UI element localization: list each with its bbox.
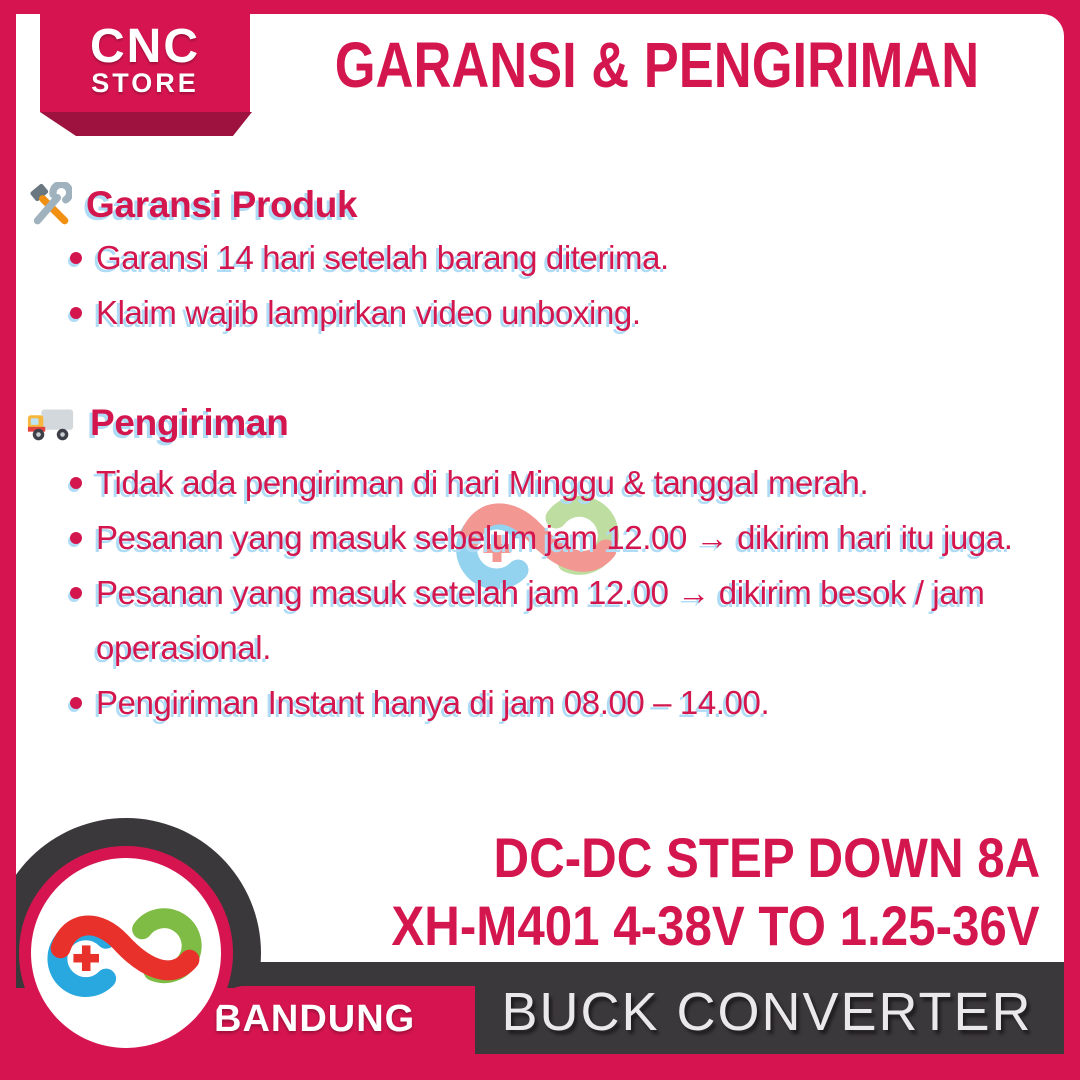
product-title-line1: DC-DC STEP DOWN 8A xyxy=(493,826,1040,889)
store-ribbon xyxy=(40,10,250,112)
truck-icon xyxy=(26,403,76,443)
store-name-top: CNC xyxy=(90,20,200,73)
section-heading-label: Pengiriman xyxy=(90,402,289,443)
list-item: Pengiriman Instant hanya di jam 08.00 – 14.00. xyxy=(68,675,1026,730)
list-item: Klaim wajib lampirkan video unboxing. xyxy=(68,285,1026,340)
product-title-line2: XH-M401 4-38V TO 1.25-36V xyxy=(391,894,1040,957)
tools-icon xyxy=(26,182,72,228)
list-item: Tidak ada pengiriman di hari Minggu & tanggal merah. xyxy=(68,455,1026,510)
list-item: Garansi 14 hari setelah barang diterima. xyxy=(68,230,1026,285)
section-heading-pengiriman xyxy=(26,402,289,444)
product-title xyxy=(303,824,1040,960)
section-heading-garansi xyxy=(26,182,357,228)
section-heading-label: Garansi Produk xyxy=(86,184,358,225)
page-title: GARANSI & PENGIRIMAN xyxy=(334,29,980,101)
garansi-list xyxy=(68,230,1028,340)
pengiriman-list xyxy=(68,455,1028,730)
infinity-medical-logo-icon xyxy=(36,898,216,1008)
store-name-bottom: STORE xyxy=(91,68,199,98)
store-city: BANDUNG xyxy=(214,998,416,1040)
frame-left xyxy=(0,0,16,1080)
bottom-strip xyxy=(0,1054,1080,1080)
ribbon-fold xyxy=(40,112,252,136)
product-category: BUCK CONVERTER xyxy=(501,982,1033,1042)
list-item: Pesanan yang masuk setelah jam 12.00 → dikirim besok / jam operasional. xyxy=(68,565,1026,675)
frame-right xyxy=(1064,0,1080,1080)
list-item: Pesanan yang masuk sebelum jam 12.00 → dikirim hari itu juga. xyxy=(68,510,1026,565)
